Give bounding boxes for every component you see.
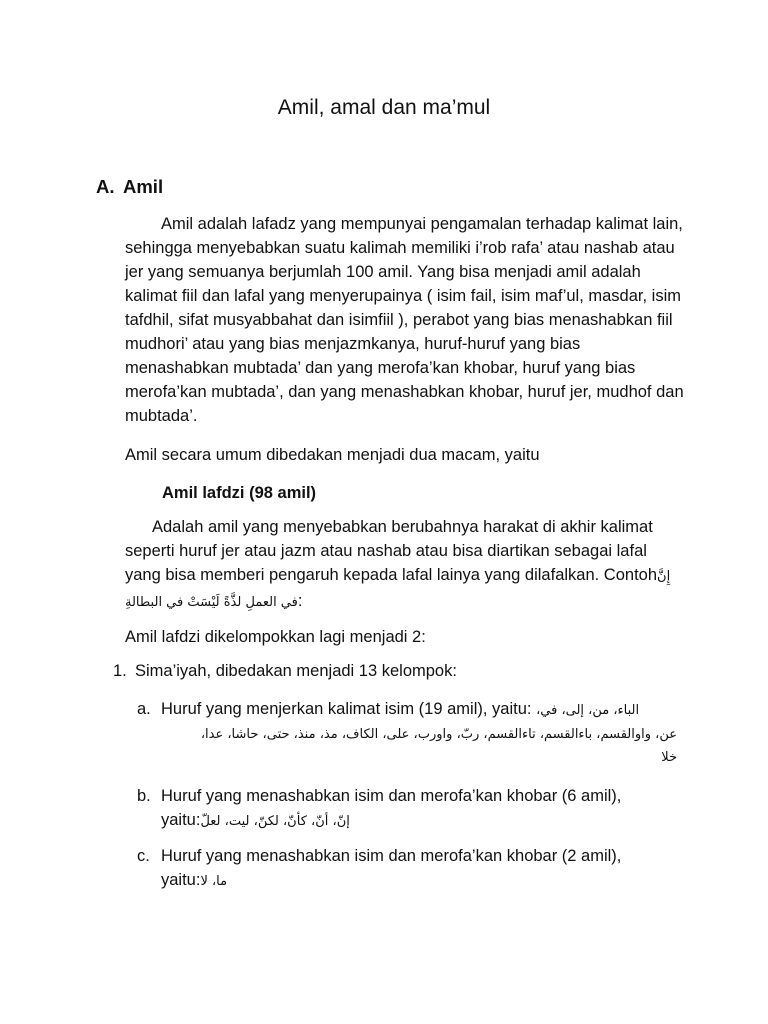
lafdzi-example-colon: : — [297, 592, 303, 610]
intro-paragraph — [125, 212, 685, 428]
lafdzi-text: Adalah amil yang menyebabkan berubahnya harakat di akhir kalimat seperti huruf jer atau jazm atau nashab atau bisa diartikan sebagai lafal yang bisa memberi pengaruh kepada lafal lainya yang dilafalkan. Contoh — [125, 518, 658, 584]
sub-item-arabic: إنّ، أنّ، كأنّ، لكنّ، ليت، لعلّ — [200, 814, 350, 829]
list-text: Sima’iyah, dibedakan menjadi 13 kelompok: — [135, 662, 457, 680]
sub-item-text: Huruf yang menjerkan kalimat isim (19 amil), yaitu: — [161, 700, 532, 718]
section-heading — [96, 175, 163, 199]
sub-item-arabic-cont: عن، واوالقسم، باءالقسم، تاءالقسم، ربّ، واورب، على، الكاف، مذ، منذ، حتى، حاشا، عدا، خلا — [200, 727, 677, 765]
intro-text: Amil adalah lafadz yang mempunyai pengamalan terhadap kalimat lain, sehingga menyebabkan suatu kalimah memiliki i’rob rafa’ atau nashab atau jer yang semuanya berjumlah 100 amil. Yang bisa menjadi amil adalah kalimat fiil dan lafal yang menyerupainya ( isim fail, isim maf’ul, masdar, isim tafdhil, sifat musyabbahat dan isimfiil ), perabot yang bias menashabkan fiil mudhori’ atau yang bias menjazmkanya, huruf-huruf yang bias menashabkan mubtada’ dan yang merofa’kan khobar, huruf yang bias merofa’kan mubtada’, dan yang menashabkan khobar, huruf jer, mudhof dan mubtada’. — [125, 215, 684, 425]
lafdzi-example-arabic: إِنَّ في العملِ لذَّةً لَيْسَتْ في البطالةِ — [125, 569, 671, 610]
sub-item-content — [161, 697, 677, 769]
sub-item-letter: a. — [137, 700, 151, 718]
sub-item-content — [161, 844, 677, 894]
section-label: Amil — [123, 176, 164, 197]
list-number: 1. — [113, 662, 127, 680]
subheading-lafdzi: Amil lafdzi (98 amil) — [162, 484, 317, 502]
lafdzi-paragraph — [125, 515, 685, 615]
section-number: A. — [96, 176, 115, 197]
sub-item-arabic: الباء، من، إلى، في، — [536, 703, 640, 718]
general-paragraph: Amil secara umum dibedakan menjadi dua macam, yaitu — [125, 446, 540, 464]
list-item-simaiyah — [113, 659, 457, 683]
sub-item-letter: b. — [137, 787, 151, 805]
grouping-paragraph: Amil lafdzi dikelompokkan lagi menjadi 2: — [125, 628, 426, 646]
sub-item-letter: c. — [137, 847, 150, 865]
sub-item-text: Huruf yang menashabkan isim dan merofa’kan khobar (6 amil), yaitu: — [161, 787, 622, 829]
page-title: Amil, amal dan ma’mul — [277, 96, 491, 119]
sub-item-arabic: ما، لا — [200, 874, 228, 889]
sub-item-text: Huruf yang menashabkan isim dan merofa’kan khobar (2 amil), yaitu: — [161, 847, 622, 889]
sub-item-content — [161, 784, 677, 834]
